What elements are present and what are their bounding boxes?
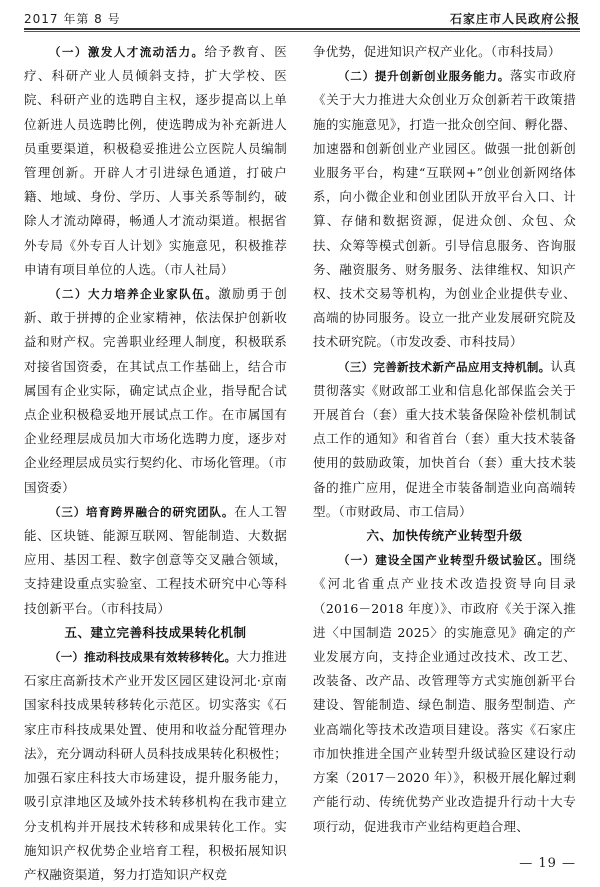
paragraph-lead: （三）培育跨界融合的研究团队。 xyxy=(49,504,235,519)
paragraph-continued: 争优势，促进知识产权产业化。（市科技局） xyxy=(313,44,561,59)
paragraph-lead: （一）推动科技成果有效转移转化。 xyxy=(49,650,237,665)
paragraph-research-teams xyxy=(24,500,287,621)
paragraph-startup-services xyxy=(313,64,576,354)
right-column xyxy=(313,40,576,850)
section-heading-5: 五、建立完善科技成果转化机制 xyxy=(64,624,247,640)
paragraph-text: 给予教育、医疗、科研产业人员倾斜支持，扩大学校、医院、科研产业的选聘自主权，逐步提高以上单位新进人员选聘比例，使选聘成为补充新进人员重要渠道，积极稳妥推进公立医院人员编制管理创新。开辟人才引进绿色通道，打破户籍、地域、身份、学历、人事关系等制约，破除人才流动障碍，畅通人才流动渠道。根据省外专局《外专百人计划》实施意见，积极推荐申请有项目单位的人选。（市人社局） xyxy=(24,44,287,277)
paragraph-transformation-zone xyxy=(313,548,576,838)
paragraph-text: 大力推进石家庄高新技术产业开发区园区建设河北·京南国家科技成果转移转化示范区。切实落实《石家庄市科技成果处置、使用和收益分配管理办法》，充分调动科研人员科技成果转化积极性；加强石家庄科技大市场建设，提升服务能力，吸引京津地区及域外技术转移机构在我市建立分支机构并开展技术转移和成果转化工作。实施知识产权优势企业培育工程，积极拓展知识产权融资渠道，努力打造知识产权竞 xyxy=(24,649,288,882)
left-column xyxy=(24,40,288,882)
paragraph-text: 认真贯彻落实《财政部工业和信息化部保监会关于开展首台（套）重大技术装备保险补偿机制试点工作的通知》和省首台（套）重大技术装备使用的鼓励政策，加快首台（套）重大技术装备的推广应用，促进全市装备制造业向高端转型。（市财政局、市工信局） xyxy=(313,358,576,519)
paragraph-text: 在人工智能、区块链、能源互联网、智能制造、大数据应用、基因工程、数字创意等交叉融合领域，支持建设重点实验室、工程技术研究中心等科技创新平台。（市科技局） xyxy=(24,503,287,616)
paragraph-tech-transfer xyxy=(24,645,287,887)
section-heading-6: 六、加快传统产业转型升级 xyxy=(366,528,523,544)
paragraph-entrepreneurs xyxy=(24,282,287,500)
issue-label: 2017 年第 8 号 xyxy=(24,12,121,26)
paragraph-talent-flow xyxy=(24,40,287,282)
paragraph-lead: （二）大力培养企业家队伍。 xyxy=(49,287,219,302)
paragraph-text: 激励勇于创新、敢于拼搏的企业家精神，依法保护创新收益和财产权。完善职业经理人制度，积极联系对接省国资委，在其试点工作基础上，结合市属国有企业实际，确定试点企业，指导配合试点企业积极稳妥地开展试点工作。在市属国有企业经理层成员加大市场化选聘力度，逐步对企业经理层成员实行契约化、市场化管理。（市国资委） xyxy=(24,286,287,495)
paragraph-lead: （三）完善新技术新产品应用支持机制。 xyxy=(338,359,551,374)
paragraph-new-tech-support xyxy=(313,355,576,524)
page-number: — 19 — xyxy=(519,856,576,871)
paragraph-text: 围绕《河北省重点产业技术改造投资导向目录（2016－2018 年度）》、市政府《关于深入推进〈中国制造 2025〉的实施意见》确定的产业发展方向，支持企业通过改技术、改工艺、改装备、改产品、改管理等方式实施创新平台建设、智能制造、绿色制造、服务型制造、产业高端化等技术改造项目建设。落实《石家庄市加快推进全国产业转型升级试验区建设行动方案（2017－2020 年）》，积极开展化解过剩产能行动、传统优势产业改造提升行动十大专项行动，促进我市产业结构更趋合理、 xyxy=(313,552,576,834)
page-header xyxy=(24,8,580,30)
publication-title: 石家庄市人民政府公报 xyxy=(449,12,580,26)
paragraph-text: 落实市政府《关于大力推进大众创业万众创新若干政策措施的实施意见》，打造一批众创空间、孵化器、加速器和创新创业产业园区。做强一批创新创业服务平台，构建“互联网+”创业创新网络体系，向小微企业和创业团队开放平台入口、计算、存储和数据资源，促进众创、众包、众扶、众筹等模式创新。引导信息服务、咨询服务、融资服务、财务服务、法律维权、知识产权、技术交易等机构，为创业企业提供专业、高端的协同服务。设立一批产业发展研究院及技术研究院。（市发改委、市科技局） xyxy=(313,68,576,350)
header-rule xyxy=(24,28,580,30)
header-rule-thin xyxy=(24,31,580,32)
paragraph-lead: （一）激发人才流动活力。 xyxy=(49,45,205,59)
paragraph-lead: （二）提升创新创业服务能力。 xyxy=(338,69,511,84)
paragraph-lead: （一）建设全国产业转型升级试验区。 xyxy=(338,553,550,568)
